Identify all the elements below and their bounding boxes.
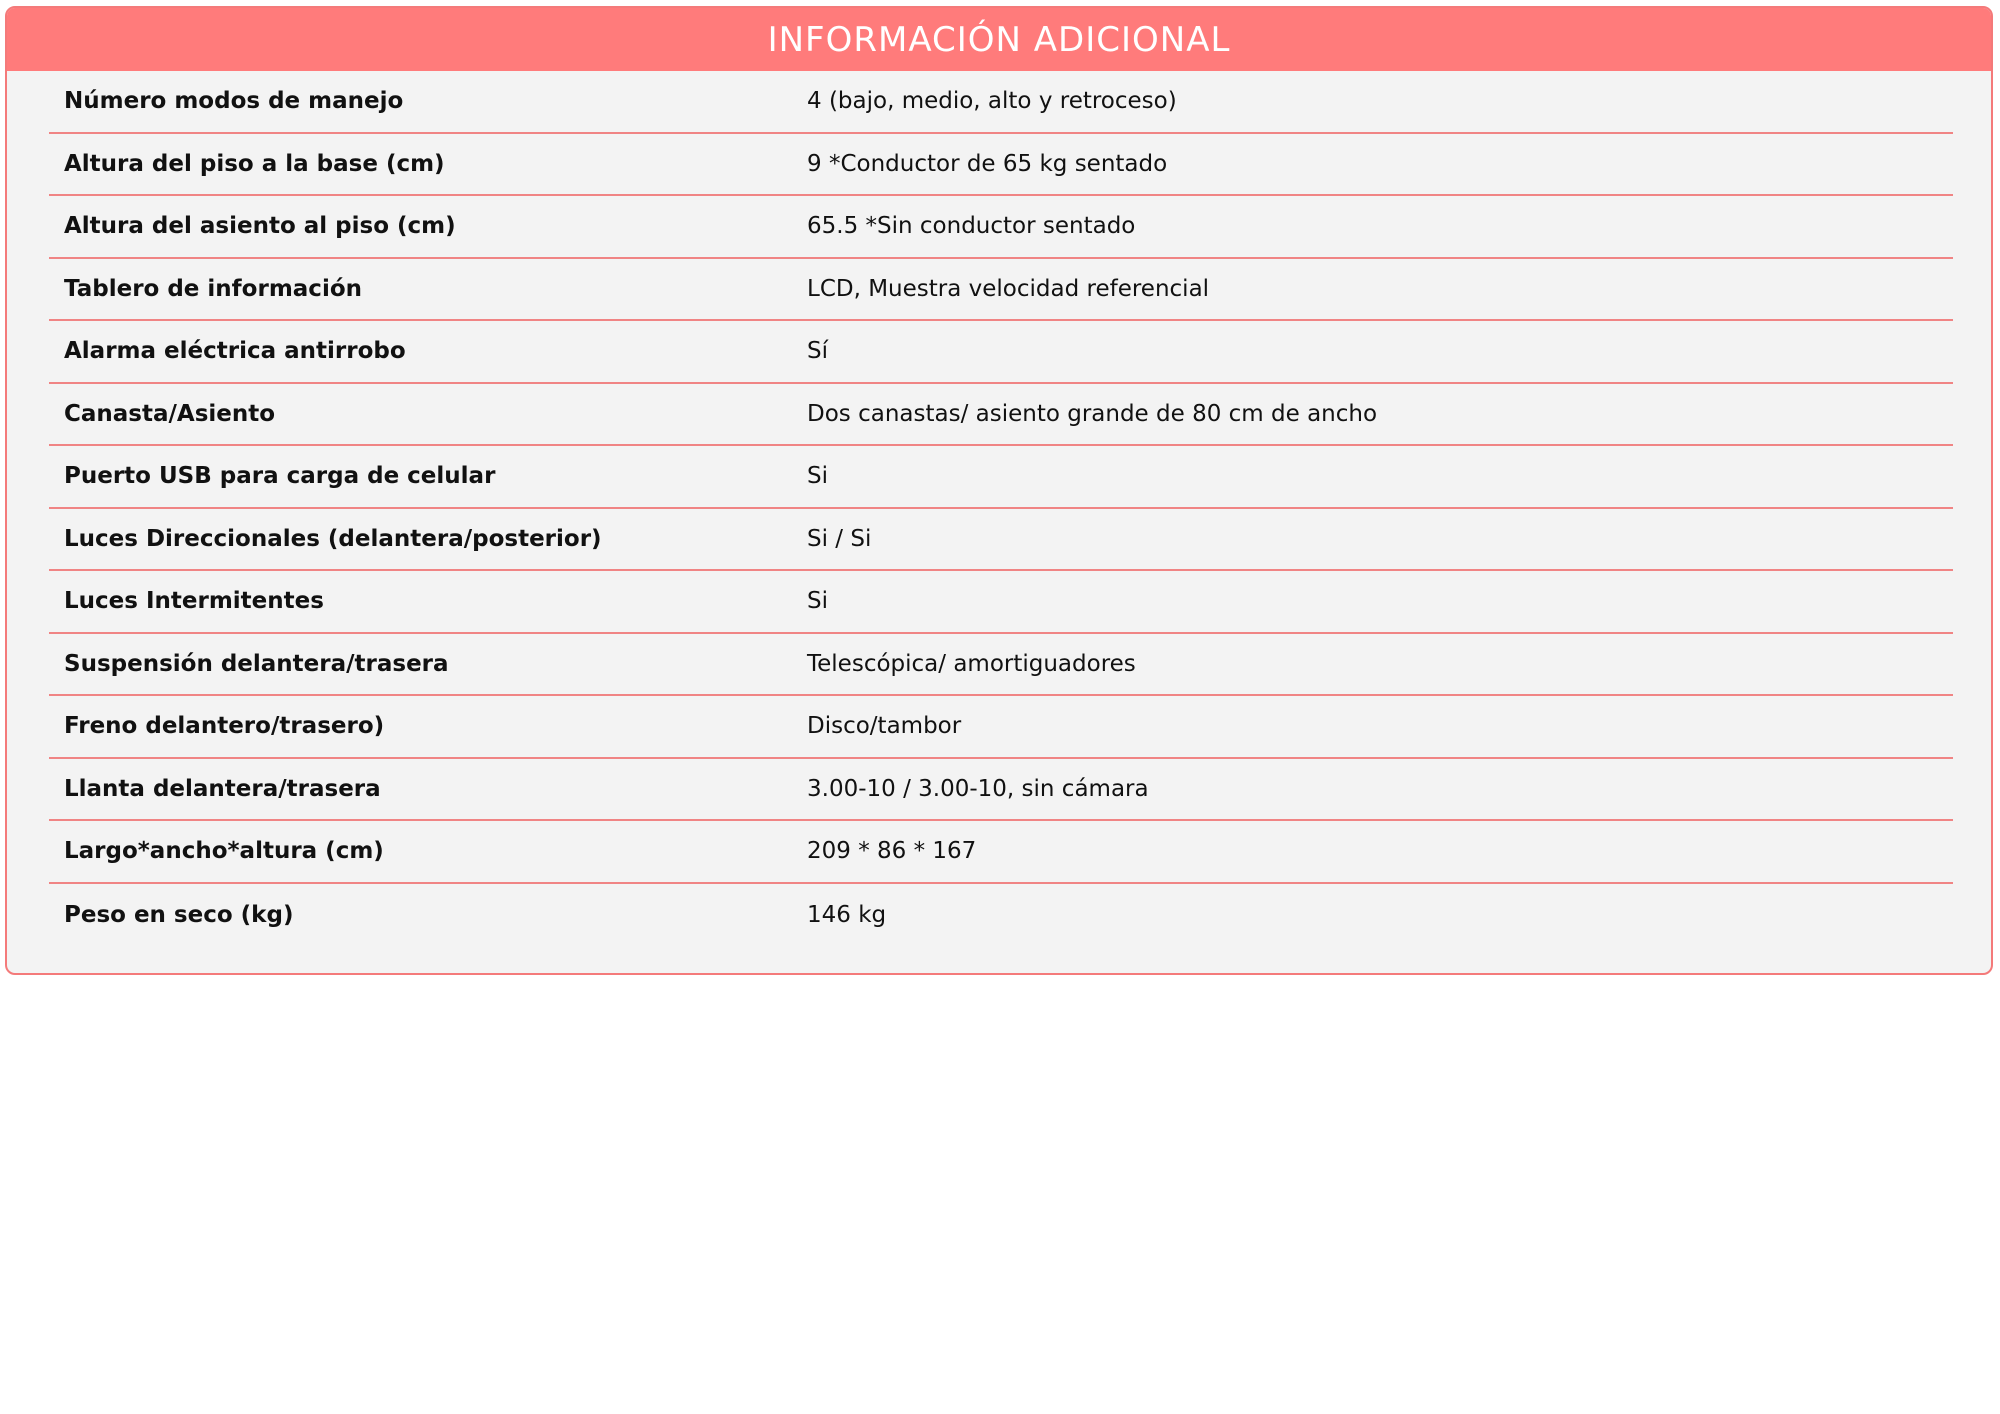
panel-title: INFORMACIÓN ADICIONAL [767,19,1231,60]
spec-label: Luces Direccionales (delantera/posterior) [64,525,602,552]
spec-row [49,884,1953,947]
spec-value: Si [807,588,828,615]
spec-row [49,196,1953,259]
spec-value: Si / Si [807,525,872,552]
spec-row [49,696,1953,759]
spec-value: 146 kg [807,901,887,928]
spec-row [49,634,1953,697]
spec-value: 9 *Conductor de 65 kg sentado [807,150,1168,177]
panel-header [7,8,1991,71]
spec-value: 65.5 *Sin conductor sentado [807,213,1136,240]
spec-row [49,71,1953,134]
spec-row [49,821,1953,884]
spec-row [49,571,1953,634]
spec-value: 4 (bajo, medio, alto y retroceso) [807,88,1177,115]
additional-info-panel [5,6,1993,975]
spec-row [49,321,1953,384]
spec-label: Altura del piso a la base (cm) [64,150,445,177]
spec-label: Freno delantero/trasero) [64,713,385,740]
spec-label: Largo*ancho*altura (cm) [64,838,384,865]
spec-row [49,446,1953,509]
spec-label: Alarma eléctrica antirrobo [64,338,406,365]
spec-value: Sí [807,338,828,365]
spec-label: Puerto USB para carga de celular [64,463,496,490]
spec-label: Altura del asiento al piso (cm) [64,213,456,240]
spec-label: Llanta delantera/trasera [64,775,381,802]
spec-row [49,134,1953,197]
spec-value: Telescópica/ amortiguadores [807,650,1136,677]
spec-value: Dos canastas/ asiento grande de 80 cm de ancho [807,400,1378,427]
spec-label: Suspensión delantera/trasera [64,650,449,677]
spec-label: Tablero de información [64,275,363,302]
spec-row [49,509,1953,572]
spec-row [49,759,1953,822]
spec-value: 209 * 86 * 167 [807,838,977,865]
spec-row [49,384,1953,447]
spec-value: Disco/tambor [807,713,962,740]
spec-label: Luces Intermitentes [64,588,324,615]
spec-value: 3.00-10 / 3.00-10, sin cámara [807,775,1149,802]
spec-label: Canasta/Asiento [64,400,276,427]
spec-value: LCD, Muestra velocidad referencial [807,275,1210,302]
spec-label: Peso en seco (kg) [64,901,294,928]
spec-table [49,71,1953,946]
spec-value: Si [807,463,828,490]
spec-label: Número modos de manejo [64,88,404,115]
spec-row [49,259,1953,322]
